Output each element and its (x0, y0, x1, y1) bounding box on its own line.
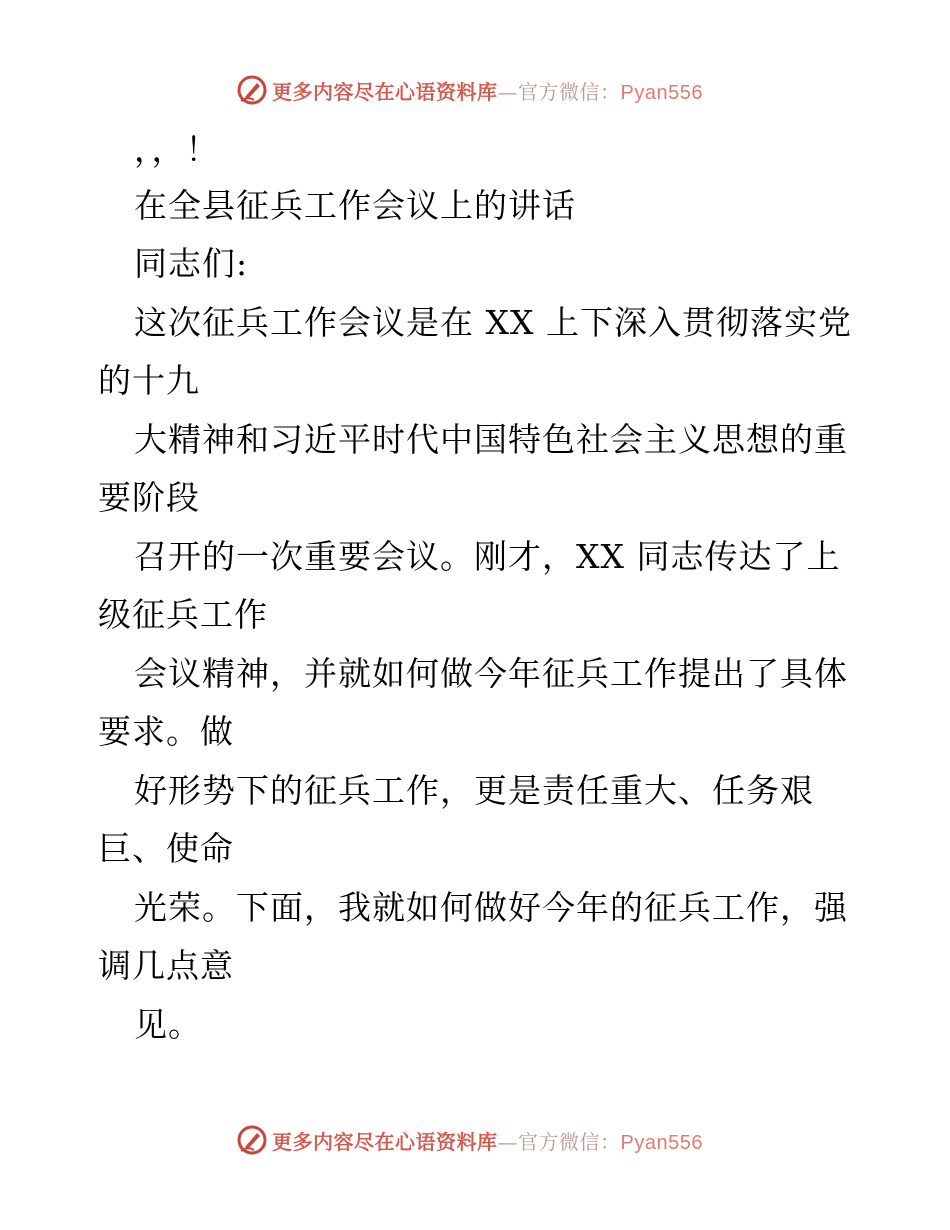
watermark-id: Pyan556 (620, 1131, 703, 1154)
text-line: 会议精神，并就如何做今年征兵工作提出了具体 (134, 654, 848, 693)
text-line: 要求。做 (98, 712, 234, 751)
text-line: 级征兵工作 (98, 595, 268, 634)
watermark-label: 官方微信： (518, 79, 621, 104)
footer-watermark (236, 1122, 703, 1158)
text-line: 这次征兵工作会议是在 XX 上下深入贯彻落实党 (134, 303, 852, 342)
watermark-separator: — (497, 1129, 518, 1154)
text-line: 大精神和习近平时代中国特色社会主义思想的重 (134, 420, 848, 459)
salutation: 同志们: (134, 244, 249, 283)
watermark-id: Pyan556 (620, 81, 703, 104)
watermark-brand: 更多内容尽在心语资料库 (272, 1129, 498, 1154)
text-line: 调几点意 (98, 946, 234, 985)
pen-logo-icon (236, 1124, 268, 1156)
watermark-label: 官方微信： (518, 1129, 621, 1154)
watermark-separator: — (497, 79, 518, 104)
text-line: 光荣。下面，我就如何做好今年的征兵工作，强 (134, 888, 848, 927)
text-line: ，，！ (134, 130, 220, 169)
text-line: 要阶段 (98, 478, 200, 517)
header-watermark (236, 72, 703, 108)
watermark-text (272, 76, 703, 105)
text-line: 见。 (134, 1005, 202, 1044)
watermark-text (272, 1126, 703, 1155)
text-line: 好形势下的征兵工作，更是责任重大、任务艰 (134, 771, 814, 810)
pen-logo-icon (236, 74, 268, 106)
document-title: 在全县征兵工作会议上的讲话 (134, 186, 576, 225)
text-line: 巨、使命 (98, 829, 234, 868)
text-line: 召开的一次重要会议。刚才，XX 同志传达了上 (134, 537, 841, 576)
text-line: 的十九 (98, 361, 200, 400)
watermark-brand: 更多内容尽在心语资料库 (272, 79, 498, 104)
